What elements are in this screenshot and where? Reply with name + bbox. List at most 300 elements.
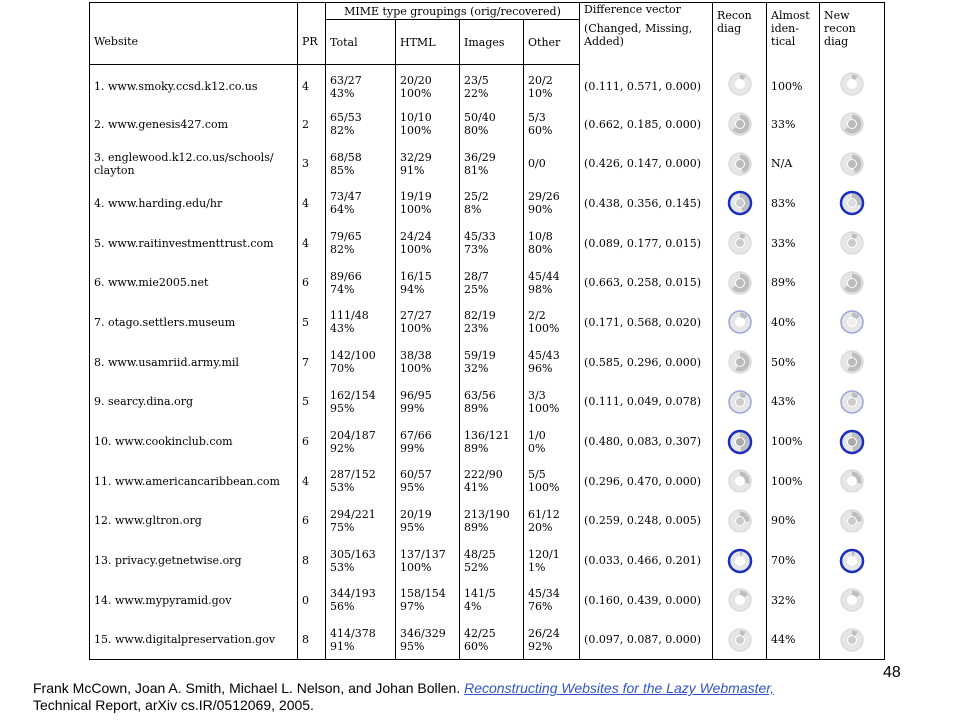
cell-html: [396, 342, 460, 382]
cell-total-count: 79/65: [330, 230, 362, 244]
cell-total-count: 287/152: [330, 468, 376, 482]
cell-images: [460, 104, 524, 144]
cell-images: [460, 501, 524, 541]
cell-other-count: 20/2: [528, 73, 553, 87]
cell-images-percent: 8%: [464, 203, 482, 217]
cell-other-count: 2/2: [528, 309, 546, 323]
cell-images-percent: 41%: [464, 481, 489, 495]
cell-pr: 4: [298, 65, 326, 105]
cell-pr: 7: [298, 342, 326, 382]
cell-other-percent: 10%: [528, 86, 553, 100]
results-table: [89, 2, 885, 660]
cell-recon-diag: [713, 184, 767, 224]
cell-images-count: 63/56: [464, 388, 496, 402]
cell-pr: 0: [298, 580, 326, 620]
table-row: [90, 620, 885, 660]
cell-images: [460, 422, 524, 462]
cell-other-percent: 92%: [528, 639, 553, 653]
table-row: [90, 184, 885, 224]
cell-almost-identical: 70%: [767, 541, 820, 581]
citation-title-link[interactable]: Reconstructing Websites for the Lazy Webmaster,: [464, 680, 775, 696]
table-row: [90, 541, 885, 581]
cell-almost-identical: 100%: [767, 422, 820, 462]
cell-other-count: 5/3: [528, 111, 546, 125]
cell-almost-identical: 44%: [767, 620, 820, 660]
cell-other-count: 61/12: [528, 507, 560, 521]
new-reconstruction-diagram-icon: [839, 309, 865, 335]
cell-total-percent: 53%: [330, 560, 355, 574]
cell-other: [524, 144, 580, 184]
cell-images: [460, 382, 524, 422]
cell-new-recon-diag: [820, 104, 885, 144]
cell-recon-diag: [713, 620, 767, 660]
cell-html: [396, 144, 460, 184]
cell-other-count: 45/34: [528, 587, 560, 601]
new-reconstruction-diagram-icon: [839, 627, 865, 653]
cell-images: [460, 303, 524, 343]
cell-other-percent: 60%: [528, 124, 553, 138]
new-reconstruction-diagram-icon: [839, 151, 865, 177]
cell-other: [524, 223, 580, 263]
cell-pr: 8: [298, 541, 326, 581]
cell-html: [396, 620, 460, 660]
reconstruction-diagram-icon: [727, 71, 753, 97]
cell-html: [396, 184, 460, 224]
cell-images-percent: 23%: [464, 322, 489, 336]
cell-html-percent: 100%: [400, 362, 432, 376]
cell-other-percent: 100%: [528, 401, 560, 415]
cell-images: [460, 223, 524, 263]
cell-html-count: 27/27: [400, 309, 432, 323]
cell-website: 10. www.cookinclub.com: [90, 422, 298, 462]
cell-images-percent: 73%: [464, 243, 489, 257]
cell-html-count: 20/19: [400, 507, 432, 521]
citation-details: Technical Report, arXiv cs.IR/0512069, 2005.: [33, 697, 314, 713]
cell-difference-vector: (0.585, 0.296, 0.000): [580, 342, 713, 382]
cell-pr: 5: [298, 303, 326, 343]
cell-images-count: 136/121: [464, 428, 510, 442]
cell-recon-diag: [713, 580, 767, 620]
cell-other: [524, 342, 580, 382]
cell-total-percent: 74%: [330, 282, 355, 296]
cell-html: [396, 382, 460, 422]
cell-html-percent: 97%: [400, 600, 425, 614]
cell-total-percent: 75%: [330, 520, 355, 534]
cell-recon-diag: [713, 501, 767, 541]
cell-html: [396, 104, 460, 144]
cell-pr: 6: [298, 263, 326, 303]
cell-other: [524, 263, 580, 303]
cell-total: [326, 184, 396, 224]
cell-pr: 5: [298, 382, 326, 422]
cell-website: 12. www.gltron.org: [90, 501, 298, 541]
header-images: Images: [460, 20, 524, 65]
cell-other-percent: 98%: [528, 282, 553, 296]
cell-recon-diag: [713, 303, 767, 343]
cell-images-percent: 22%: [464, 86, 489, 100]
reconstruction-diagram-icon: [727, 230, 753, 256]
cell-website: 15. www.digitalpreservation.gov: [90, 620, 298, 660]
cell-total-percent: 92%: [330, 441, 355, 455]
cell-images-percent: 81%: [464, 163, 489, 177]
cell-total: [326, 144, 396, 184]
cell-total-count: 142/100: [330, 349, 376, 363]
reconstruction-diagram-icon: [727, 151, 753, 177]
cell-other-count: 1/0: [528, 428, 546, 442]
table-row: [90, 501, 885, 541]
cell-pr: 6: [298, 422, 326, 462]
cell-website: 14. www.mypyramid.gov: [90, 580, 298, 620]
cell-total: [326, 104, 396, 144]
cell-other-percent: 0%: [528, 441, 546, 455]
new-reconstruction-diagram-icon: [839, 190, 865, 216]
cell-recon-diag: [713, 422, 767, 462]
cell-total-percent: 53%: [330, 481, 355, 495]
table-row: [90, 382, 885, 422]
cell-almost-identical: 100%: [767, 461, 820, 501]
cell-images-percent: 4%: [464, 600, 482, 614]
cell-other-count: 29/26: [528, 190, 560, 204]
cell-other-count: 26/24: [528, 626, 560, 640]
cell-html-percent: 100%: [400, 86, 432, 100]
cell-images-count: 59/19: [464, 349, 496, 363]
header-difference-vector-sub: (Changed, Missing, Added): [584, 22, 693, 48]
cell-other-count: 3/3: [528, 388, 546, 402]
cell-images: [460, 580, 524, 620]
cell-html-percent: 100%: [400, 203, 432, 217]
cell-other: [524, 104, 580, 144]
reconstruction-diagram-icon: [727, 468, 753, 494]
cell-html-count: 346/329: [400, 626, 446, 640]
cell-images: [460, 263, 524, 303]
cell-website: 7. otago.settlers.museum: [90, 303, 298, 343]
cell-images-count: 213/190: [464, 507, 510, 521]
cell-images-percent: 60%: [464, 639, 489, 653]
cell-html-percent: 100%: [400, 243, 432, 257]
cell-total-percent: 91%: [330, 639, 355, 653]
cell-other: [524, 422, 580, 462]
cell-images-count: 141/5: [464, 587, 496, 601]
table-row: [90, 580, 885, 620]
citation: [33, 680, 913, 714]
cell-total-percent: 64%: [330, 203, 355, 217]
cell-total: [326, 342, 396, 382]
new-reconstruction-diagram-icon: [839, 587, 865, 613]
cell-difference-vector: (0.663, 0.258, 0.015): [580, 263, 713, 303]
cell-html-count: 38/38: [400, 349, 432, 363]
cell-html-count: 137/137: [400, 547, 446, 561]
cell-total-count: 111/48: [330, 309, 369, 323]
cell-new-recon-diag: [820, 144, 885, 184]
reconstruction-diagram-icon: [727, 389, 753, 415]
cell-almost-identical: N/A: [767, 144, 820, 184]
cell-almost-identical: 83%: [767, 184, 820, 224]
cell-new-recon-diag: [820, 303, 885, 343]
cell-other: [524, 303, 580, 343]
cell-other-percent: 100%: [528, 322, 560, 336]
cell-html: [396, 223, 460, 263]
cell-difference-vector: (0.160, 0.439, 0.000): [580, 580, 713, 620]
cell-total-count: 89/66: [330, 269, 362, 283]
cell-images-count: 36/29: [464, 150, 496, 164]
cell-images-count: 25/2: [464, 190, 489, 204]
cell-html: [396, 263, 460, 303]
cell-images-count: 42/25: [464, 626, 496, 640]
cell-new-recon-diag: [820, 580, 885, 620]
cell-images-percent: 89%: [464, 520, 489, 534]
cell-total: [326, 580, 396, 620]
new-reconstruction-diagram-icon: [839, 389, 865, 415]
cell-images-percent: 80%: [464, 124, 489, 138]
cell-other-count: 45/44: [528, 269, 560, 283]
cell-other-percent: 80%: [528, 243, 553, 257]
cell-images-percent: 25%: [464, 282, 489, 296]
cell-recon-diag: [713, 65, 767, 105]
header-website: Website: [90, 20, 298, 65]
cell-recon-diag: [713, 223, 767, 263]
cell-almost-identical: 33%: [767, 223, 820, 263]
cell-other-count: 0/0: [528, 157, 546, 171]
cell-other-count: 45/43: [528, 349, 560, 363]
results-table-body: [90, 65, 885, 660]
cell-website: 6. www.mie2005.net: [90, 263, 298, 303]
cell-almost-identical: 100%: [767, 65, 820, 105]
new-reconstruction-diagram-icon: [839, 548, 865, 574]
cell-recon-diag: [713, 144, 767, 184]
cell-html-percent: 100%: [400, 322, 432, 336]
citation-authors: Frank McCown, Joan A. Smith, Michael L. Nelson, and Johan Bollen.: [33, 680, 465, 696]
new-reconstruction-diagram-icon: [839, 429, 865, 455]
cell-recon-diag: [713, 541, 767, 581]
cell-pr: 8: [298, 620, 326, 660]
cell-total-percent: 43%: [330, 86, 355, 100]
cell-images-count: 48/25: [464, 547, 496, 561]
cell-total: [326, 541, 396, 581]
cell-other: [524, 501, 580, 541]
cell-images-count: 222/90: [464, 468, 503, 482]
cell-new-recon-diag: [820, 422, 885, 462]
cell-html-percent: 99%: [400, 441, 425, 455]
cell-pr: 4: [298, 461, 326, 501]
cell-images: [460, 184, 524, 224]
cell-other-percent: 100%: [528, 481, 560, 495]
cell-total-percent: 85%: [330, 163, 355, 177]
cell-difference-vector: (0.097, 0.087, 0.000): [580, 620, 713, 660]
new-reconstruction-diagram-icon: [839, 71, 865, 97]
cell-total-percent: 70%: [330, 362, 355, 376]
cell-html-percent: 95%: [400, 639, 425, 653]
cell-website: 13. privacy.getnetwise.org: [90, 541, 298, 581]
new-reconstruction-diagram-icon: [839, 508, 865, 534]
cell-html-count: 60/57: [400, 468, 432, 482]
cell-total-count: 204/187: [330, 428, 376, 442]
cell-difference-vector: (0.438, 0.356, 0.145): [580, 184, 713, 224]
cell-total: [326, 501, 396, 541]
cell-other: [524, 541, 580, 581]
cell-html: [396, 65, 460, 105]
cell-other: [524, 580, 580, 620]
reconstruction-diagram-icon: [727, 508, 753, 534]
header-pr: PR: [298, 20, 326, 65]
cell-html-count: 67/66: [400, 428, 432, 442]
cell-images: [460, 144, 524, 184]
new-reconstruction-diagram-icon: [839, 349, 865, 375]
cell-difference-vector: (0.111, 0.571, 0.000): [580, 65, 713, 105]
cell-difference-vector: (0.662, 0.185, 0.000): [580, 104, 713, 144]
new-reconstruction-diagram-icon: [839, 111, 865, 137]
cell-other: [524, 65, 580, 105]
cell-html-count: 96/95: [400, 388, 432, 402]
header-total: Total: [326, 20, 396, 65]
cell-recon-diag: [713, 263, 767, 303]
cell-new-recon-diag: [820, 263, 885, 303]
cell-website: 1. www.smoky.ccsd.k12.co.us: [90, 65, 298, 105]
cell-html: [396, 461, 460, 501]
cell-website: 5. www.raitinvestmenttrust.com: [90, 223, 298, 263]
cell-recon-diag: [713, 382, 767, 422]
cell-images-count: 82/19: [464, 309, 496, 323]
cell-new-recon-diag: [820, 461, 885, 501]
cell-website: 4. www.harding.edu/hr: [90, 184, 298, 224]
cell-new-recon-diag: [820, 382, 885, 422]
cell-website: 8. www.usamriid.army.mil: [90, 342, 298, 382]
cell-other-percent: 90%: [528, 203, 553, 217]
cell-images-percent: 89%: [464, 401, 489, 415]
cell-recon-diag: [713, 104, 767, 144]
header-other: Other: [524, 20, 580, 65]
cell-html: [396, 501, 460, 541]
cell-difference-vector: (0.111, 0.049, 0.078): [580, 382, 713, 422]
cell-new-recon-diag: [820, 65, 885, 105]
reconstruction-diagram-icon: [727, 309, 753, 335]
header-html: HTML: [396, 20, 460, 65]
cell-html-percent: 100%: [400, 560, 432, 574]
cell-difference-vector: (0.259, 0.248, 0.005): [580, 501, 713, 541]
cell-total: [326, 422, 396, 462]
cell-images: [460, 620, 524, 660]
header-difference-vector: [580, 3, 713, 65]
cell-other-percent: 96%: [528, 362, 553, 376]
cell-almost-identical: 40%: [767, 303, 820, 343]
cell-html-count: 20/20: [400, 73, 432, 87]
cell-images: [460, 342, 524, 382]
cell-total: [326, 620, 396, 660]
cell-total-count: 68/58: [330, 150, 362, 164]
cell-html-count: 19/19: [400, 190, 432, 204]
cell-html-percent: 100%: [400, 124, 432, 138]
cell-images-count: 23/5: [464, 73, 489, 87]
cell-html-count: 32/29: [400, 150, 432, 164]
reconstruction-diagram-icon: [727, 349, 753, 375]
cell-almost-identical: 50%: [767, 342, 820, 382]
cell-html-count: 16/15: [400, 269, 432, 283]
cell-almost-identical: 32%: [767, 580, 820, 620]
cell-other-percent: 76%: [528, 600, 553, 614]
cell-recon-diag: [713, 342, 767, 382]
table-row: [90, 144, 885, 184]
cell-difference-vector: (0.171, 0.568, 0.020): [580, 303, 713, 343]
cell-total: [326, 223, 396, 263]
cell-images-percent: 89%: [464, 441, 489, 455]
cell-images-count: 28/7: [464, 269, 489, 283]
table-row: [90, 104, 885, 144]
cell-difference-vector: (0.296, 0.470, 0.000): [580, 461, 713, 501]
header-website-top: [90, 3, 298, 20]
cell-new-recon-diag: [820, 541, 885, 581]
cell-html-percent: 91%: [400, 163, 425, 177]
cell-pr: 3: [298, 144, 326, 184]
reconstruction-diagram-icon: [727, 190, 753, 216]
cell-html: [396, 580, 460, 620]
cell-other-count: 5/5: [528, 468, 546, 482]
cell-other-count: 10/8: [528, 230, 553, 244]
cell-pr: 6: [298, 501, 326, 541]
header-difference-vector-title: Difference vector: [584, 3, 681, 16]
cell-total-count: 65/53: [330, 111, 362, 125]
table-row: [90, 65, 885, 105]
table-row: [90, 263, 885, 303]
cell-html: [396, 422, 460, 462]
reconstruction-diagram-icon: [727, 270, 753, 296]
cell-website: 9. searcy.dina.org: [90, 382, 298, 422]
cell-difference-vector: (0.480, 0.083, 0.307): [580, 422, 713, 462]
cell-new-recon-diag: [820, 501, 885, 541]
cell-total: [326, 461, 396, 501]
new-reconstruction-diagram-icon: [839, 270, 865, 296]
reconstruction-diagram-icon: [727, 429, 753, 455]
cell-other-percent: 1%: [528, 560, 546, 574]
cell-new-recon-diag: [820, 342, 885, 382]
cell-new-recon-diag: [820, 620, 885, 660]
cell-images-percent: 32%: [464, 362, 489, 376]
cell-difference-vector: (0.089, 0.177, 0.015): [580, 223, 713, 263]
cell-total-count: 305/163: [330, 547, 376, 561]
cell-total-percent: 95%: [330, 401, 355, 415]
cell-difference-vector: (0.033, 0.466, 0.201): [580, 541, 713, 581]
cell-total-count: 73/47: [330, 190, 362, 204]
cell-html-percent: 95%: [400, 481, 425, 495]
cell-pr: 4: [298, 184, 326, 224]
cell-total-percent: 82%: [330, 124, 355, 138]
cell-html-percent: 95%: [400, 520, 425, 534]
table-row: [90, 303, 885, 343]
cell-html-count: 10/10: [400, 111, 432, 125]
cell-new-recon-diag: [820, 223, 885, 263]
cell-html-percent: 99%: [400, 401, 425, 415]
header-almost-identical: Almost iden- tical: [767, 3, 820, 65]
cell-total-percent: 43%: [330, 322, 355, 336]
cell-total-percent: 82%: [330, 243, 355, 257]
cell-total: [326, 382, 396, 422]
cell-other: [524, 382, 580, 422]
cell-html-percent: 94%: [400, 282, 425, 296]
cell-website: 3. englewood.k12.co.us/schools/ clayton: [90, 144, 298, 184]
cell-other-percent: 20%: [528, 520, 553, 534]
cell-images: [460, 461, 524, 501]
cell-total-count: 294/221: [330, 507, 376, 521]
cell-total-count: 162/154: [330, 388, 376, 402]
cell-pr: 2: [298, 104, 326, 144]
cell-images: [460, 65, 524, 105]
cell-html: [396, 303, 460, 343]
cell-total: [326, 303, 396, 343]
reconstruction-diagram-icon: [727, 111, 753, 137]
header-pr-top: [298, 3, 326, 20]
cell-recon-diag: [713, 461, 767, 501]
cell-website: 11. www.americancaribbean.com: [90, 461, 298, 501]
cell-new-recon-diag: [820, 184, 885, 224]
cell-total: [326, 263, 396, 303]
